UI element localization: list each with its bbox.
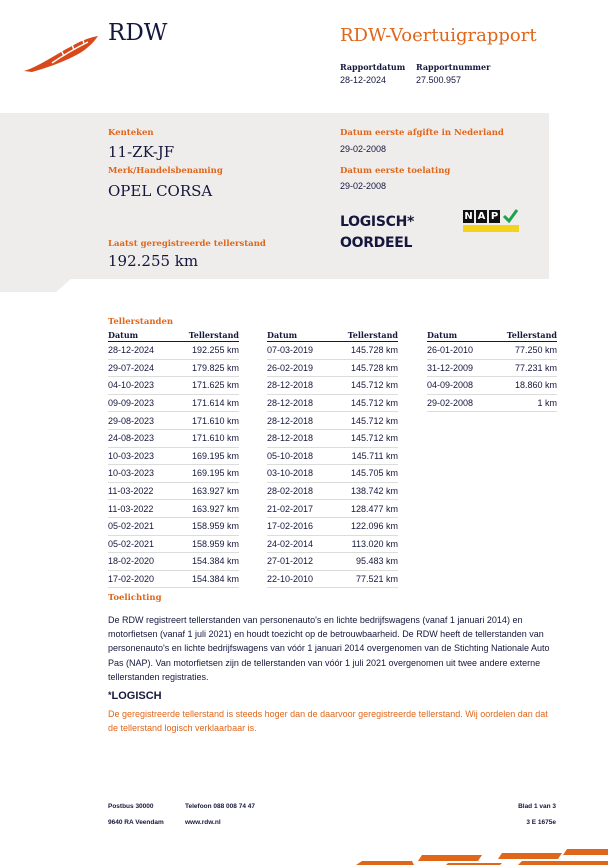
table-row — [267, 553, 398, 571]
footer-address: 9640 RA Veendam — [108, 819, 164, 826]
table-row — [427, 359, 557, 377]
odo-reading: 169.195 km — [171, 465, 239, 483]
table-row — [108, 535, 239, 553]
nap-yellow-bar — [463, 225, 519, 232]
table-row — [427, 394, 557, 412]
verdict-line-1: LOGISCH* — [340, 214, 415, 230]
odo-date: 05-10-2018 — [267, 447, 330, 465]
table-row — [108, 517, 239, 535]
first-admission-label: Datum eerste toelating — [340, 166, 451, 176]
odo-reading: 145.728 km — [330, 342, 398, 360]
plate-label: Kenteken — [108, 128, 154, 138]
odo-date: 28-12-2018 — [267, 412, 330, 430]
explanation-title: Toelichting — [108, 593, 162, 603]
footer-web[interactable]: www.rdw.nl — [185, 819, 221, 826]
col-header-reading: Tellerstand — [489, 330, 557, 342]
nap-letter: P — [490, 211, 499, 222]
odo-date: 24-02-2014 — [267, 535, 330, 553]
odo-reading: 128.477 km — [330, 500, 398, 518]
report-date: 28-12-2024 — [340, 75, 387, 85]
logisch-title: LOGISCH — [111, 690, 162, 702]
odo-reading: 154.384 km — [171, 553, 239, 571]
odo-reading: 171.625 km — [171, 377, 239, 395]
odo-reading: 169.195 km — [171, 447, 239, 465]
odo-reading: 145.712 km — [330, 394, 398, 412]
make-label: Merk/Handelsbenaming — [108, 166, 223, 176]
odo-reading: 138.742 km — [330, 482, 398, 500]
table-row — [267, 429, 398, 447]
odo-reading: 145.705 km — [330, 465, 398, 483]
table-row — [267, 535, 398, 553]
odo-date: 27-01-2012 — [267, 553, 330, 571]
odo-date: 10-03-2023 — [108, 465, 171, 483]
table-row — [108, 482, 239, 500]
odo-date: 10-03-2023 — [108, 447, 171, 465]
odo-date: 03-10-2018 — [267, 465, 330, 483]
report-date-label: Rapportdatum — [340, 62, 406, 72]
table-row — [267, 482, 398, 500]
plate-value: 11-ZK-JF — [108, 143, 175, 161]
odo-reading: 158.959 km — [171, 517, 239, 535]
odo-reading: 1 km — [489, 394, 557, 412]
table-row — [108, 394, 239, 412]
odo-date: 04-09-2008 — [427, 377, 489, 395]
table-row — [267, 359, 398, 377]
org-name: RDW — [108, 20, 168, 46]
odo-date: 04-10-2023 — [108, 377, 171, 395]
odo-date: 31-12-2009 — [427, 359, 489, 377]
footnote-star: * — [108, 690, 112, 700]
table-row — [267, 465, 398, 483]
last-odo-value: 192.255 km — [108, 252, 199, 270]
odo-reading: 77.231 km — [489, 359, 557, 377]
table-row — [108, 570, 239, 588]
table-row — [108, 412, 239, 430]
odo-reading: 113.020 km — [330, 535, 398, 553]
odo-reading: 77.250 km — [489, 342, 557, 360]
odo-date: 09-09-2023 — [108, 394, 171, 412]
logisch-heading — [108, 690, 162, 702]
odometer-table-1 — [108, 330, 239, 588]
footer-page: Blad 1 van 3 — [518, 803, 556, 810]
table-row — [267, 447, 398, 465]
report-number-label: Rapportnummer — [416, 62, 491, 72]
odo-date: 17-02-2020 — [108, 570, 171, 588]
odo-reading: 171.614 km — [171, 394, 239, 412]
odo-date: 22-10-2010 — [267, 570, 330, 588]
panel-tab-decoration — [0, 278, 72, 292]
last-odo-label: Laatst geregistreerde tellerstand — [108, 239, 266, 249]
odo-date: 18-02-2020 — [108, 553, 171, 571]
table-row — [108, 359, 239, 377]
table-row — [108, 465, 239, 483]
col-header-date: Datum — [108, 330, 171, 342]
odo-date: 29-08-2023 — [108, 412, 171, 430]
table-row — [427, 342, 557, 360]
logisch-body: De geregistreerde tellerstand is steeds hoger dan de daarvoor geregistreerde tellerstand. Wij oordelen dan dat de tellerstand logisch verklaarbaar is. — [108, 709, 548, 734]
odo-date: 28-02-2018 — [267, 482, 330, 500]
verdict-line-2: OORDEEL — [340, 235, 413, 251]
odo-reading: 171.610 km — [171, 429, 239, 447]
odo-reading: 145.712 km — [330, 412, 398, 430]
odo-date: 28-12-2018 — [267, 377, 330, 395]
report-number: 27.500.957 — [416, 75, 462, 85]
odo-date: 29-07-2024 — [108, 359, 171, 377]
odo-reading: 145.712 km — [330, 429, 398, 447]
col-header-reading: Tellerstand — [330, 330, 398, 342]
odo-reading: 192.255 km — [171, 342, 239, 360]
first-admission-value: 29-02-2008 — [340, 181, 387, 191]
odo-reading: 145.711 km — [330, 447, 398, 465]
footer-code: 3 E 1675e — [526, 819, 556, 826]
nap-letter: A — [477, 211, 486, 222]
odo-date: 24-08-2023 — [108, 429, 171, 447]
odo-reading: 77.521 km — [330, 570, 398, 588]
odo-reading: 179.825 km — [171, 359, 239, 377]
make-value: OPEL CORSA — [108, 182, 213, 200]
rdw-logo-icon — [22, 30, 100, 74]
odo-date: 26-01-2010 — [427, 342, 489, 360]
odo-date: 26-02-2019 — [267, 359, 330, 377]
odo-reading: 163.927 km — [171, 482, 239, 500]
table-row — [267, 517, 398, 535]
col-header-date: Datum — [427, 330, 489, 342]
table-row — [267, 500, 398, 518]
table-row — [108, 500, 239, 518]
odometer-table-2 — [267, 330, 398, 588]
nap-logo-icon — [463, 210, 519, 232]
table-row — [108, 553, 239, 571]
table-row — [108, 447, 239, 465]
col-header-date: Datum — [267, 330, 330, 342]
table-row — [427, 377, 557, 395]
odometer-section-title: Tellerstanden — [108, 317, 174, 327]
first-reg-nl-value: 29-02-2008 — [340, 144, 387, 154]
odo-reading: 158.959 km — [171, 535, 239, 553]
first-reg-nl-label: Datum eerste afgifte in Nederland — [340, 128, 504, 138]
odo-reading: 171.610 km — [171, 412, 239, 430]
table-row — [108, 429, 239, 447]
odo-reading: 145.728 km — [330, 359, 398, 377]
odo-date: 11-03-2022 — [108, 482, 171, 500]
odo-date: 17-02-2016 — [267, 517, 330, 535]
odo-reading: 163.927 km — [171, 500, 239, 518]
odo-date: 28-12-2018 — [267, 394, 330, 412]
odo-date: 28-12-2018 — [267, 429, 330, 447]
odo-date: 28-12-2024 — [108, 342, 171, 360]
odo-date: 11-03-2022 — [108, 500, 171, 518]
footer-stripes-decoration — [352, 849, 608, 865]
odo-reading: 145.712 km — [330, 377, 398, 395]
odo-date: 05-02-2021 — [108, 535, 171, 553]
table-row — [267, 570, 398, 588]
table-row — [108, 377, 239, 395]
explanation-body: De RDW registreert tellerstanden van personenauto's en lichte bedrijfswagens (vanaf 1 januari 2014) en motorfietsen (vanaf 1 juli 2021) en houdt toezicht op de betrouwbaarheid. De RDW heeft de tellerstanden van personenauto's en lichte bedrijfswagens van vóór 1 januari 2014 overgenomen van de Stichting Nationale Auto Pas (NAP). Van motorfietsen zijn de tellerstanden van vóór 1 juli 2021 overgenomen uit twee andere externe tellerstanden registraties. — [108, 615, 550, 682]
document-title: RDW-Voertuigrapport — [340, 25, 537, 46]
checkmark-icon — [502, 208, 519, 224]
table-row — [267, 342, 398, 360]
odo-date: 05-02-2021 — [108, 517, 171, 535]
odo-date: 29-02-2008 — [427, 394, 489, 412]
odo-reading: 154.384 km — [171, 570, 239, 588]
nap-letter: N — [464, 211, 473, 222]
table-row — [267, 377, 398, 395]
odo-date: 07-03-2019 — [267, 342, 330, 360]
odo-date: 21-02-2017 — [267, 500, 330, 518]
odo-reading: 18.860 km — [489, 377, 557, 395]
col-header-reading: Tellerstand — [171, 330, 239, 342]
footer-postbus: Postbus 30000 — [108, 803, 154, 810]
table-row — [108, 342, 239, 360]
odometer-table-3 — [427, 330, 557, 412]
table-row — [267, 394, 398, 412]
footer-phone: Telefoon 088 008 74 47 — [185, 803, 255, 810]
odo-reading: 95.483 km — [330, 553, 398, 571]
odo-reading: 122.096 km — [330, 517, 398, 535]
table-row — [267, 412, 398, 430]
